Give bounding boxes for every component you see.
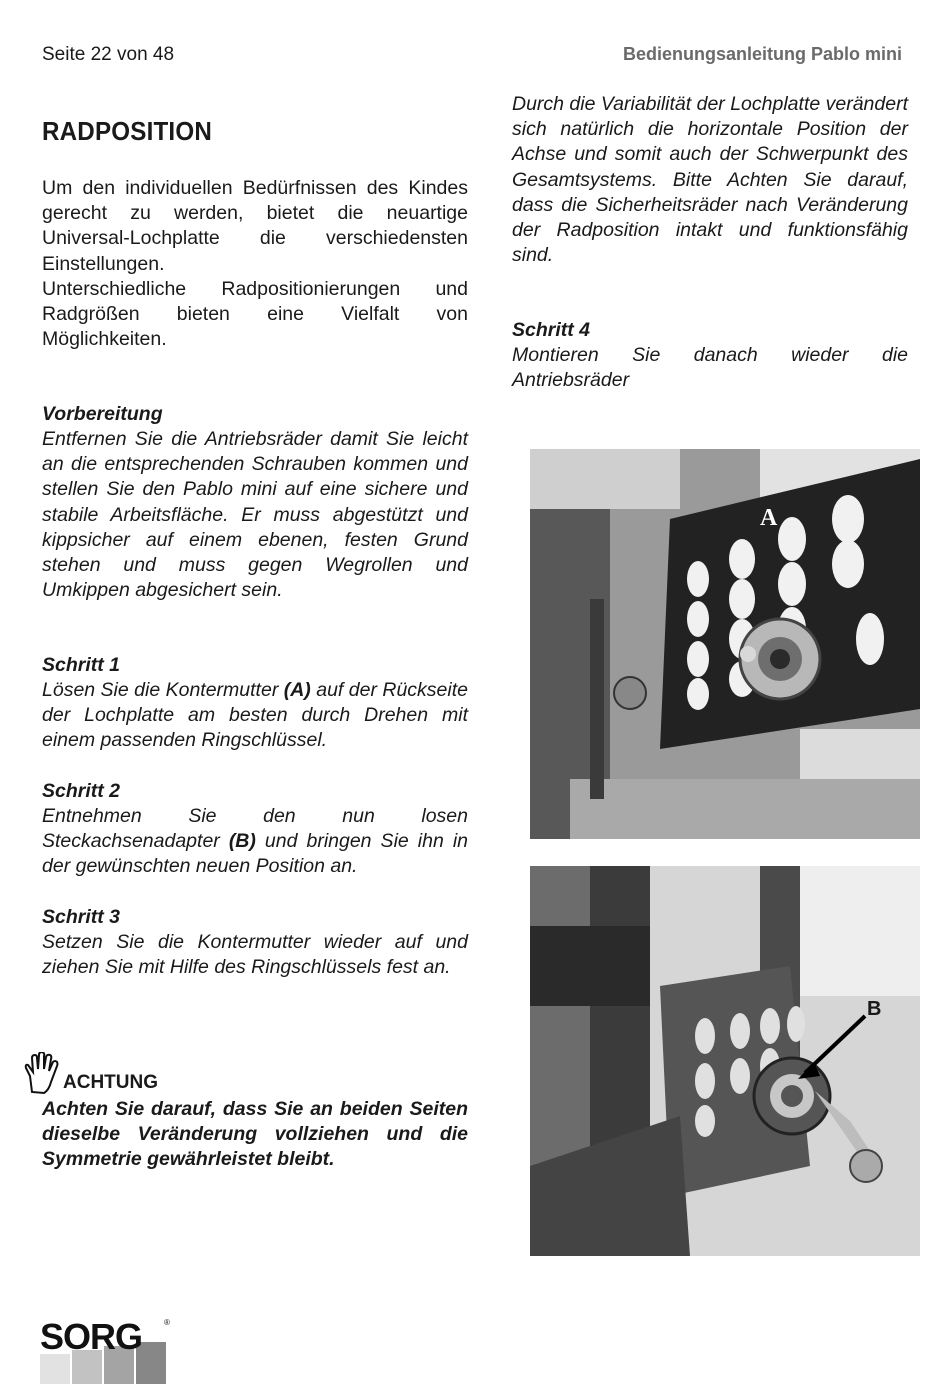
- logo-text: SORG: [40, 1316, 143, 1357]
- step3-text: Setzen Sie die Kontermutter wieder auf und ziehen Sie mit Hilfe des Ringschlüssels fest an.: [42, 931, 468, 979]
- section-title: RADPOSITION: [42, 116, 212, 146]
- ref-b: (B): [228, 830, 256, 853]
- prep-label: Vorbereitung: [42, 403, 163, 425]
- document-title: Bedienungsanleitung Pablo mini: [622, 44, 902, 64]
- page-number: Seite 22 von 48: [42, 44, 175, 65]
- step1-label: Schritt 1: [42, 654, 121, 676]
- sorg-logo: [40, 1312, 180, 1384]
- registered-mark: ®: [164, 1318, 170, 1327]
- hand-icon: [22, 1052, 62, 1096]
- step2-text: Entnehmen Sie den nun losen Steckachsenadapter (B) und bringen Sie ihn in der gewünschten neuen Position an.: [42, 805, 468, 878]
- step1-text: Lösen Sie die Kontermutter (A) auf der Rückseite der Lochplatte am besten durch Drehen mit einem passenden Ringschlüssel.: [42, 679, 468, 752]
- warning-label: ACHTUNG: [63, 1072, 158, 1093]
- intro-paragraph: Um den individuellen Bedürfnissen des Kindes gerecht zu werden, bietet die neuartige Universal-Lochplatte die verschiedensten Einstellungen.: [42, 177, 468, 275]
- ref-a: (A): [283, 679, 311, 701]
- warning-text: Achten Sie darauf, dass Sie an beiden Seiten dieselbe Veränderung vollziehen und die Symmetrie gewährleistet bleibt.: [42, 1098, 468, 1171]
- intro-paragraph-2: Unterschiedliche Radpositionierungen und Radgrößen bieten eine Vielfalt von Möglichkeiten.: [42, 278, 468, 351]
- step4-text: Montieren Sie danach wieder die Antriebsräder: [512, 344, 908, 392]
- label-b: B: [867, 998, 882, 1020]
- right-intro-text: Durch die Variabilität der Lochplatte verändert sich natürlich die horizontale Position der Achse und somit auch der Schwerpunkt des Gesamtsystems. Bitte Achten Sie darauf, dass die Sicherheitsräder nach Veränderung der Radposition intakt und funktionsfähig sind.: [512, 93, 908, 267]
- step2-label: Schritt 2: [42, 780, 121, 802]
- photo-lock-plate-back: [530, 449, 920, 839]
- prep-text: Entfernen Sie die Antriebsräder damit Sie leicht an die entsprechenden Schrauben kommen und stellen Sie den Pablo mini auf eine sichere und stabile Arbeitsfläche. Er muss abgestützt und kippsicher auf einem ebenen, festen Grund stehen und muss gegen Wegrollen und Umkippen abgesichert sein.: [42, 428, 468, 602]
- step3-label: Schritt 3: [42, 906, 121, 928]
- label-a: A: [760, 505, 778, 531]
- step4-label: Schritt 4: [512, 319, 591, 341]
- photo-axle-adapter: [530, 866, 920, 1256]
